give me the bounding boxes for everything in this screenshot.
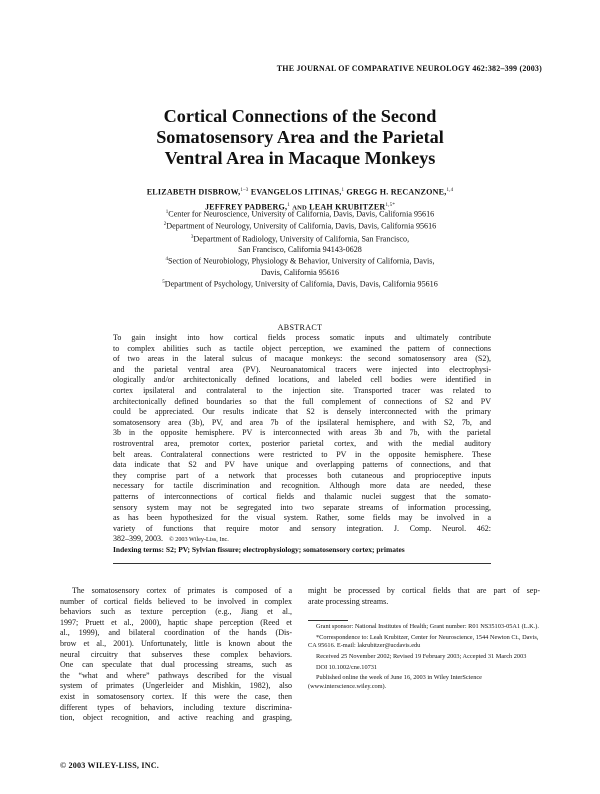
author-name: JEFFREY PADBERG, — [204, 202, 288, 212]
author-affil-mark: 1,5* — [385, 202, 396, 208]
body-line: al., 1999), and bilateral coordination of the hands (Dis- — [60, 628, 292, 638]
affiliation-line: San Francisco, California 94143-0628 — [238, 244, 362, 254]
abstract-line: somatosensory area (3b), PV, and area 7b of the ipsilateral hemisphere, and with S2, 7b, and — [113, 417, 491, 427]
body-column-right — [308, 586, 540, 607]
body-line: the “what and where” pathways described for the visual — [60, 670, 292, 680]
body-column-left — [60, 586, 292, 724]
indexing-terms: Indexing terms: S2; PV; Sylvian fissure; electrophysiology; somatosensory cortex; primates — [113, 545, 405, 554]
abstract-line: and the parietal ventral area (PV). Neuroanatomical tracers were injected into electrophysi- — [113, 364, 491, 374]
abstract-copyright: © 2003 Wiley-Liss, Inc. — [169, 536, 229, 544]
body-line: number of cortical fields believed to be involved in complex — [60, 596, 292, 606]
abstract-line: data indicate that S2 and PV have unique and overlapping patterns of connections, and that — [113, 460, 491, 470]
abstract-line: architectonically defined boundaries so that the full complement of connections of S2 and PV — [113, 396, 491, 406]
affiliation-line: $^4$Section of Neurobiology, Physiology & Behavior, University of California, Davis, — [165, 257, 435, 267]
abstract-heading: ABSTRACT — [277, 323, 323, 332]
abstract-line: cortex ipsilateral and contralateral to the injection site. Transported tracer was related to — [113, 385, 491, 395]
author-name: GREGG H. RECANZONE, — [346, 187, 447, 197]
affiliation-line: $^5$Department of Psychology, University of California, Davis, Davis, California 95616 — [162, 280, 438, 289]
title-line: Cortical Connections of the Second — [163, 106, 437, 126]
body-line: neural circuitry that subserves these complex behaviors. — [60, 649, 292, 659]
affiliations — [60, 208, 540, 291]
affiliation-line: $^2$Department of Neurology, University of California, Davis, Davis, California 95616 — [163, 221, 437, 231]
journal-header: THE JOURNAL OF COMPARATIVE NEUROLOGY 462:382–399 (2003) — [276, 64, 542, 73]
body-line: 1997; Pruett et al., 2000), haptic shape perception (Reed et — [60, 617, 292, 627]
footnote: *Correspondence to: Leah Krubitzer, Center for Neuroscience, 1544 Newton Ct., Davis, CA 95616. E-mail: lakrubitzer@ucdavis.edu — [308, 633, 539, 650]
abstract-body — [113, 333, 491, 546]
abstract-line: 3b in the opposite hemisphere. PV is interconnected with areas 3b and 7b, with the parietal — [113, 428, 491, 438]
body-line: arate processing streams. — [308, 596, 389, 606]
abstract-line: belt areas. Contralateral connections were restricted to PV in the opposite hemisphere. These — [113, 449, 491, 459]
affiliation-line: $^3$Department of Radiology, University of California, San Francisco, — [190, 234, 410, 244]
abstract-line: variety of functions that require motor and sensory integration. J. Comp. Neurol. 462: — [113, 523, 491, 533]
title-line: Somatosensory Area and the Parietal — [156, 127, 444, 147]
abstract-line: 382–399, 2003. © 2003 Wiley-Liss, Inc. — [113, 534, 229, 544]
author-affil-mark: 1 — [341, 188, 345, 193]
author-affil-mark: 1–3 — [240, 188, 249, 193]
affiliation-line: $^1$Center for Neuroscience, University of California, Davis, Davis, California 95616 — [165, 209, 435, 219]
footnote: DOI 10.1002/cne.10731 — [316, 663, 378, 671]
footnote: Published online the week of June 16, 2003 in Wiley InterScience (www.interscience.wiley.com). — [308, 674, 482, 690]
abstract-line: rostroventral area, premotor cortex, posterior parietal cortex, and with the medial auditory — [113, 438, 491, 448]
author-affil-mark: 1 — [287, 202, 290, 208]
abstract-line: could be appreciated. Our results indicate that S2 is densely interconnected with the primary — [113, 407, 491, 417]
abstract-line: as has been hypothesized for the visual system. Rather, some fields may be involved in a — [113, 513, 491, 523]
footnote: Received 25 November 2002; Revised 19 February 2003; Accepted 31 March 2003 — [316, 652, 527, 660]
body-line: system of primates (Ungerleider and Mishkin, 1982), also — [60, 681, 292, 691]
abstract-line: to complex abilities such as tactile object perception, we examined the pattern of connections — [113, 343, 491, 353]
body-line: might be processed by cortical fields that are part of sep- — [308, 586, 540, 595]
body-line: behaviors such as texture perception (e.g., Jiang et al., — [60, 607, 292, 617]
body-line: exist in somatosensory cortex. If this were the case, then — [60, 691, 292, 701]
abstract-line: they comprise part of a network that processes both cutaneous and proprioceptive inputs — [113, 470, 491, 480]
body-line: brow et al., 2001). Unfortunately, little is known about the — [60, 638, 292, 648]
author-affil-mark: 1,4 — [446, 188, 454, 193]
footnote: Grant sponsor: National Institutes of Health; Grant number: R01 NS35103-05A1 (L.K.). — [316, 623, 539, 630]
author-name: EVANGELOS LITINAS, — [250, 187, 342, 197]
body-line: One can speculate that dual processing streams, such as — [60, 660, 292, 670]
title-line: Ventral Area in Macaque Monkeys — [164, 148, 436, 168]
author-conjunction: AND — [292, 204, 307, 212]
abstract-line: ologically and/or architectonically defined locations, and labeled cell bodies were identified in — [113, 375, 491, 385]
author-name: ELIZABETH DISBROW, — [146, 187, 241, 197]
footnote-divider — [308, 620, 348, 621]
abstract-line: patterns of interconnections of cortical fields and thalamic nuclei suggest that the somato- — [113, 491, 491, 501]
abstract-line: of two areas in the lateral sulcus of macaque monkeys: the second somatosensory area (S2), — [113, 354, 491, 364]
article-title — [60, 106, 540, 169]
affiliation-line: Davis, California 95616 — [260, 267, 339, 277]
abstract-line: sensory system may not be segregated into two separate streams of information processing, — [113, 502, 491, 512]
body-line: The somatosensory cortex of primates is composed of a — [72, 586, 292, 595]
footer-copyright: © 2003 WILEY-LISS, INC. — [60, 761, 160, 770]
abstract-line: To gain insight into how cortical fields process somatic inputs and ultimately contribute — [113, 333, 491, 342]
author-name: LEAH KRUBITZER — [309, 202, 386, 212]
abstract-line: necessary for tactile discrimination and recognition. Although more data are needed, these — [113, 481, 491, 491]
section-divider — [113, 563, 491, 564]
body-line: different types of behaviors, including texture discrimina- — [60, 702, 292, 712]
footnotes — [308, 623, 540, 694]
body-line: tion, object recognition, and active reaching and grasping, — [60, 713, 292, 723]
